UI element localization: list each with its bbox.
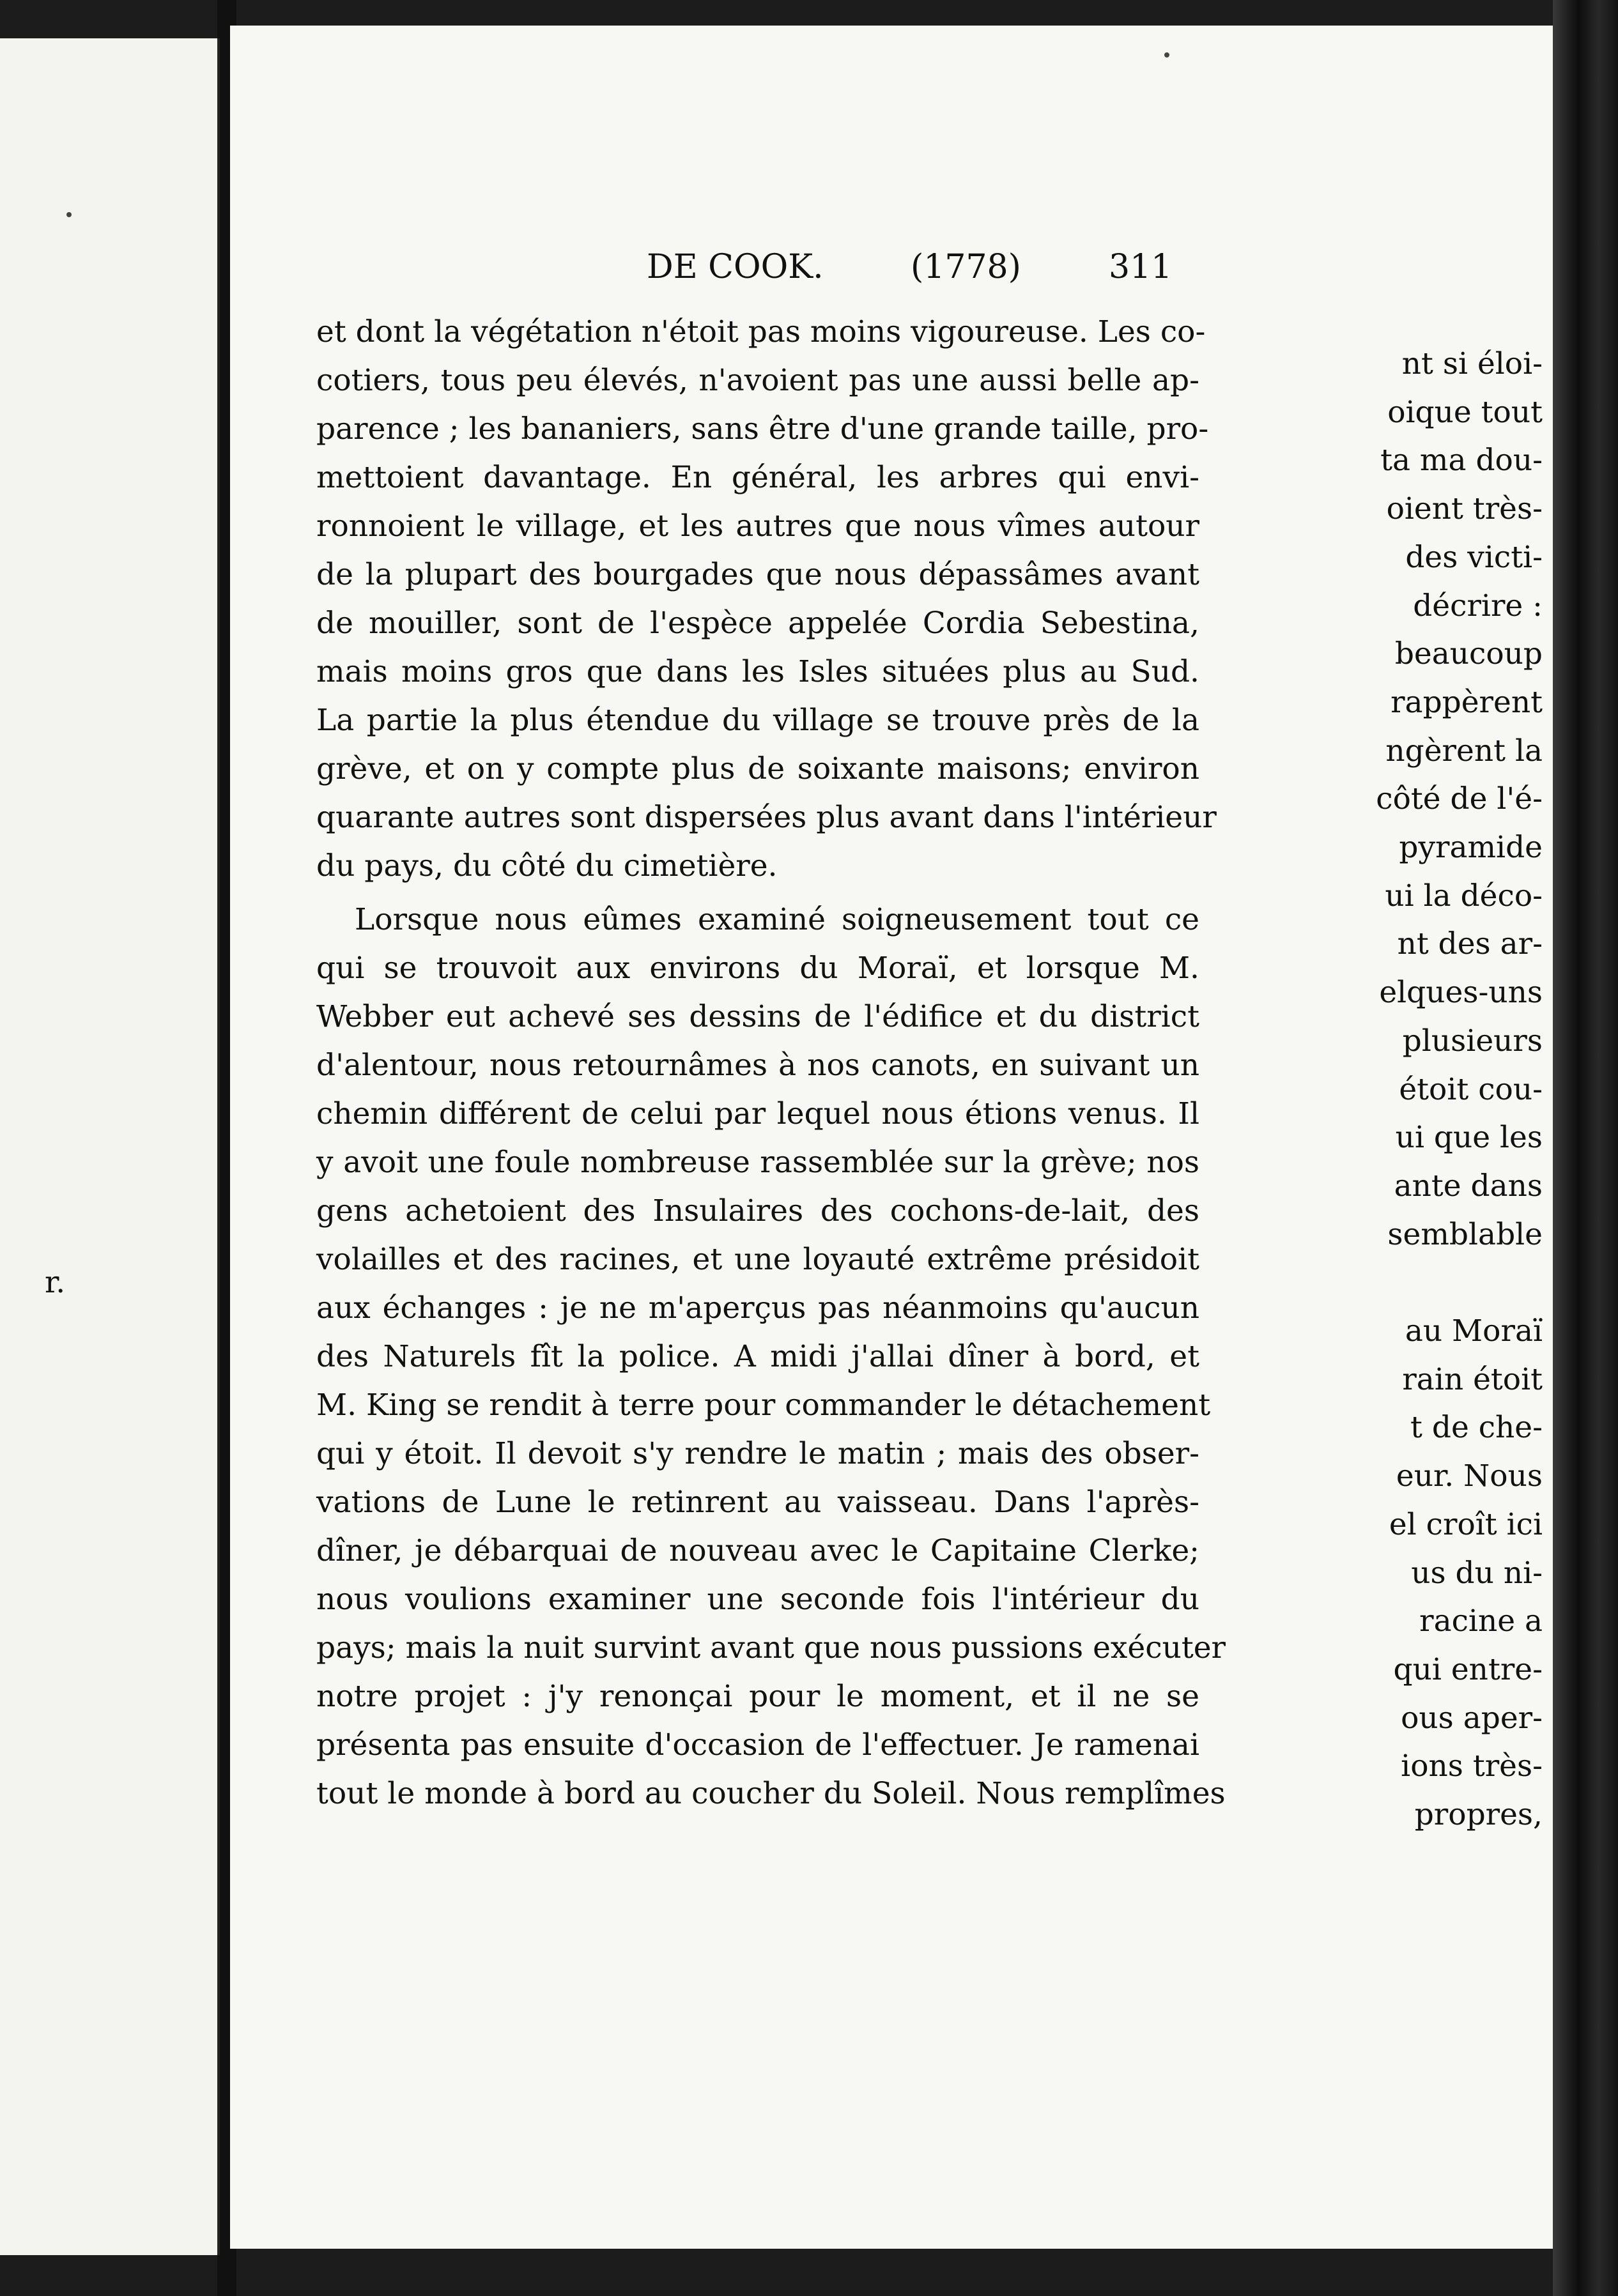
body-line: tout le monde à bord au coucher du Soleil. Nous remplîmes [316,1776,1226,1811]
left-page-line: rappèrent [1391,684,1543,720]
body-line: quarante autres sont dispersées plus avant dans l'intérieur [316,800,1217,835]
left-page-line: ui la déco- [1385,878,1543,914]
left-page-line: t de che- [1410,1410,1543,1446]
running-title: DE COOK. [647,248,824,286]
body-line: gens achetoient des Insulaires des cochons-de-lait, des [316,1193,1199,1228]
body-line: de mouiller, sont de l'espèce appelée Cordia Sebestina, [316,606,1199,641]
left-page-line: oient très- [1386,491,1543,527]
page-number: 311 [1109,248,1173,286]
left-page-line: rain étoit [1402,1361,1543,1397]
left-page-line: propres, [1414,1797,1543,1832]
left-page-line: racine a [1419,1603,1543,1639]
left-page-line: nt si éloi- [1401,346,1543,381]
left-page-line: el croît ici [1389,1506,1543,1542]
body-line: aux échanges : je ne m'aperçus pas néanmoins qu'aucun [316,1290,1199,1326]
left-page-line: ngèrent la [1385,733,1543,769]
body-line: Lorsque nous eûmes examiné soigneusement tout ce [355,902,1199,937]
left-page-line: us du ni- [1411,1555,1543,1591]
body-line: pays; mais la nuit survint avant que nous pussions exécuter [316,1630,1226,1665]
body-line: Webber eut achevé ses dessins de l'édifice et du district [316,999,1199,1034]
body-line: grève, et on y compte plus de soixante maisons; environ [316,751,1199,786]
left-page-line: au Moraï [1405,1313,1543,1349]
body-line: des Naturels fît la police. A midi j'allai dîner à bord, et [316,1339,1199,1374]
body-line: M. King se rendit à terre pour commander le détachement [316,1388,1211,1423]
body-line: y avoit une foule nombreuse rassemblée sur la grève; nos [316,1145,1199,1180]
speck [1164,52,1169,57]
left-page-line: pyramide [1399,830,1543,865]
left-page-line: ions très- [1401,1749,1543,1784]
year: (1778) [911,248,1021,286]
left-page-line: r. [45,1265,66,1301]
left-page-line: oique tout [1387,394,1543,430]
body-line: vations de Lune le retinrent au vaisseau. Dans l'après- [316,1485,1199,1520]
body-line: mais moins gros que dans les Isles situées plus au Sud. [316,654,1199,689]
left-page-line: plusieurs [1402,1023,1543,1059]
left-page-line: eur. Nous [1396,1458,1543,1494]
left-page-line: qui entre- [1393,1651,1543,1687]
body-line: qui se trouvoit aux environs du Moraï, et lorsque M. [316,951,1199,986]
body-line: chemin différent de celui par lequel nous étions venus. Il [316,1096,1199,1131]
body-line: ronnoient le village, et les autres que nous vîmes autour [316,509,1199,544]
body-line: cotiers, tous peu élevés, n'avoient pas une aussi belle ap- [316,363,1199,398]
left-page-line: nt des ar- [1397,926,1543,962]
left-page-line: semblable [1387,1216,1543,1252]
left-page-line: ui que les [1395,1120,1543,1156]
body-line: La partie la plus étendue du village se trouve près de la [316,703,1199,738]
body-line: parence ; les bananiers, sans être d'une grande taille, pro- [316,411,1209,447]
body-line: notre projet : j'y renonçai pour le moment, et il ne se [316,1679,1199,1714]
left-page-line: ous aper- [1401,1700,1543,1736]
body-line: volailles et des racines, et une loyauté extrême présidoit [316,1242,1199,1277]
left-page-line: étoit cou- [1399,1071,1543,1107]
right-page [230,26,1553,2249]
left-page-line: ta ma dou- [1380,443,1543,478]
body-line: présenta pas ensuite d'occasion de l'effectuer. Je ramenai [316,1727,1199,1763]
body-line: qui y étoit. Il devoit s'y rendre le matin ; mais des obser- [316,1436,1199,1471]
left-page-line: ante dans [1394,1168,1543,1204]
body-line: nous voulions examiner une seconde fois l'intérieur du [316,1582,1199,1617]
body-line: de la plupart des bourgades que nous dépassâmes avant [316,557,1199,592]
left-page-line: elques-uns [1379,975,1543,1011]
left-page-line: beaucoup [1394,636,1543,672]
body-line: dîner, je débarquai de nouveau avec le Capitaine Clerke; [316,1533,1199,1568]
body-line: du pays, du côté du cimetière. [316,848,778,884]
speck [66,212,72,217]
left-page-line: des victi- [1405,539,1543,575]
body-line: d'alentour, nous retournâmes à nos canots, en suivant un [316,1048,1199,1083]
body-line: mettoient davantage. En général, les arbres qui envi- [316,460,1199,495]
left-page [0,38,220,2255]
body-line: et dont la végétation n'étoit pas moins vigoureuse. Les co- [316,314,1206,349]
book-edge [1553,0,1618,2296]
left-page-line: décrire : [1413,588,1543,624]
left-page-line: côté de l'é- [1376,781,1543,817]
